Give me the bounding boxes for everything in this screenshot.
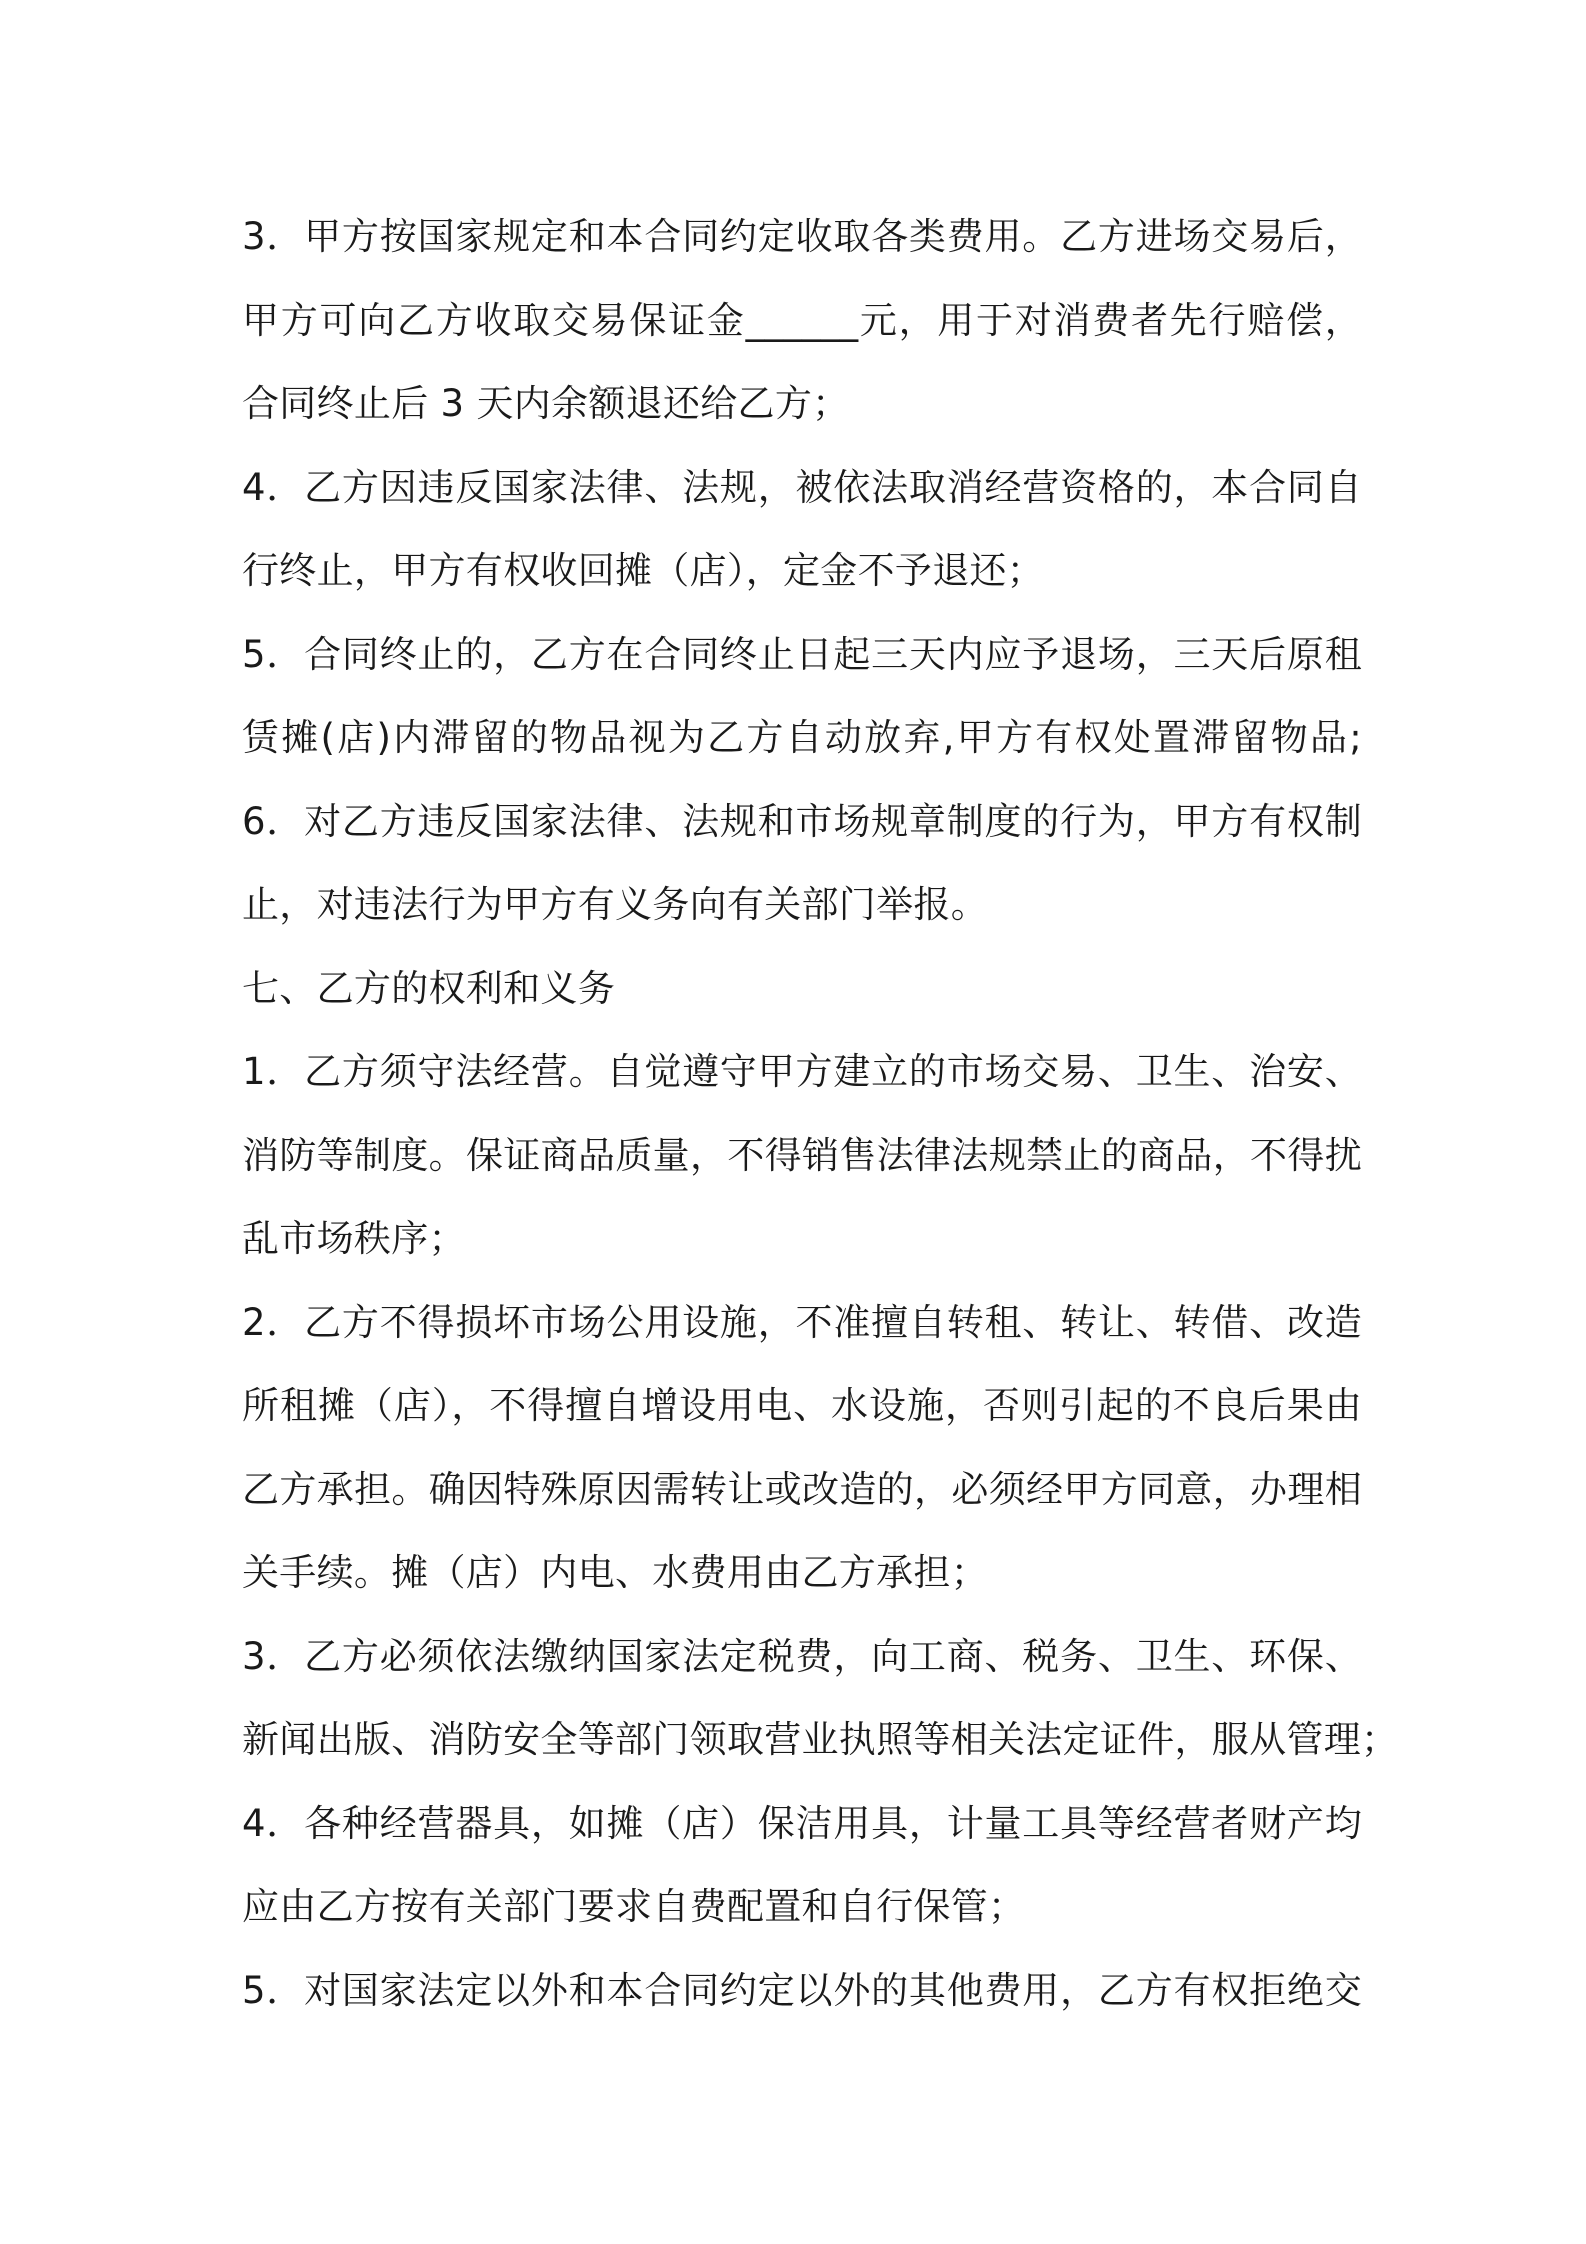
text-line: 3．乙方必须依法缴纳国家法定税费，向工商、税务、卫生、环保、 <box>242 1634 1362 1678</box>
text-line: 应由乙方按有关部门要求自费配置和自行保管； <box>242 1885 1026 1928</box>
text-line: 5．对国家法定以外和本合同约定以外的其他费用，乙方有权拒绝交 <box>242 1968 1362 2012</box>
text-line: 赁摊(店)内滞留的物品视为乙方自动放弃,甲方有权处置滞留物品; <box>242 716 1362 759</box>
text-line: 5．合同终止的，乙方在合同终止日起三天内应予退场，三天后原租 <box>242 632 1362 676</box>
text-line: 4．各种经营器具，如摊（店）保洁用具，计量工具等经营者财产均 <box>242 1801 1362 1845</box>
section-heading: 七、乙方的权利和义务 <box>242 966 615 1010</box>
text-line: 3．甲方按国家规定和本合同约定收取各类费用。乙方进场交易后， <box>242 215 1362 258</box>
text-line: 所租摊（店），不得擅自增设用电、水设施，否则引起的不良后果由 <box>242 1384 1362 1427</box>
text-line: 乙方承担。确因特殊原因需转让或改造的，必须经甲方同意，办理相 <box>242 1467 1362 1511</box>
text-line: 2．乙方不得损坏市场公用设施，不准擅自转租、转让、转借、改造 <box>242 1300 1362 1344</box>
text-line: 合同终止后 3 天内余额退还给乙方； <box>242 382 850 425</box>
text-line: 甲方可向乙方收取交易保证金______元，用于对消费者先行赔偿， <box>242 298 1362 342</box>
contract-body <box>242 195 1399 2032</box>
text-line: 乱市场秩序； <box>242 1217 466 1260</box>
text-line: 6．对乙方违反国家法律、法规和市场规章制度的行为，甲方有权制 <box>242 799 1362 843</box>
text-line: 4．乙方因违反国家法律、法规，被依法取消经营资格的，本合同自 <box>242 465 1362 509</box>
text-line: 止，对违法行为甲方有义务向有关部门举报。 <box>242 883 988 926</box>
text-line: 关手续。摊（店）内电、水费用由乙方承担； <box>242 1551 988 1594</box>
text-line: 消防等制度。保证商品质量，不得销售法律法规禁止的商品，不得扰 <box>242 1133 1362 1177</box>
text-line: 1．乙方须守法经营。自觉遵守甲方建立的市场交易、卫生、治安、 <box>242 1050 1362 1093</box>
text-line: 行终止，甲方有权收回摊（店），定金不予退还； <box>242 549 1045 592</box>
text-line: 新闻出版、消防安全等部门领取营业执照等相关法定证件，服从管理； <box>242 1718 1399 1761</box>
